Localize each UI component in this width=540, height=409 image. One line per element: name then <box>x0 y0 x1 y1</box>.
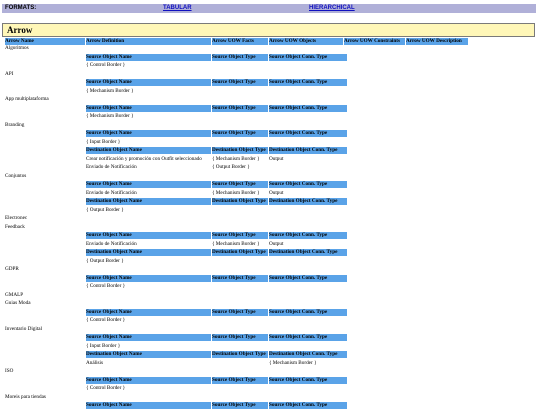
destination-header: Destination Object Conn. Type <box>269 147 347 154</box>
table-cell: { Mechanism Border } <box>212 156 260 162</box>
destination-header: Destination Object Name <box>86 198 211 205</box>
arrow-name: Feedback <box>5 224 25 230</box>
destination-header: Destination Object Type <box>212 147 268 154</box>
table-cell: Análisis <box>86 360 104 366</box>
source-header: Source Object Name <box>86 105 211 112</box>
table-cell: { Control Border } <box>86 62 126 68</box>
table-cell: Output <box>269 241 284 247</box>
destination-header: Destination Object Name <box>86 351 211 358</box>
table-cell: Output <box>269 156 284 162</box>
destination-header: Destination Object Name <box>86 249 211 256</box>
formats-bar <box>2 4 536 13</box>
source-header: Source Object Type <box>212 181 268 188</box>
table-cell: { Mechanism Border } <box>86 113 134 119</box>
column-header: Arrow UOW Facts <box>212 38 268 45</box>
source-header: Source Object Name <box>86 402 211 409</box>
table-cell: Enviado de Notificación <box>86 164 137 170</box>
source-header: Source Object Type <box>212 309 268 316</box>
arrow-name: Branding <box>5 122 25 128</box>
destination-header: Destination Object Conn. Type <box>269 351 347 358</box>
source-header: Source Object Conn. Type <box>269 130 347 137</box>
table-cell: { Input Border } <box>86 139 121 145</box>
column-header: Arrow Definition <box>86 38 211 45</box>
arrow-name: GMALP <box>5 292 24 298</box>
source-header: Source Object Conn. Type <box>269 79 347 86</box>
arrow-name: Conjuntos <box>5 173 27 179</box>
source-header: Source Object Name <box>86 54 211 61</box>
arrow-name: Guias Moda <box>5 300 31 306</box>
destination-header: Destination Object Type <box>212 249 268 256</box>
arrow-name: API <box>5 71 14 77</box>
arrow-name: ISO <box>5 368 14 374</box>
arrow-name: Moreis para tiendas <box>5 394 46 400</box>
hierarchical-link[interactable]: HIERARCHICAL <box>309 5 355 11</box>
source-header: Source Object Conn. Type <box>269 54 347 61</box>
tabular-link[interactable]: TABULAR <box>163 5 192 11</box>
source-header: Source Object Type <box>212 334 268 341</box>
source-header: Source Object Conn. Type <box>269 334 347 341</box>
source-header: Source Object Name <box>86 130 211 137</box>
column-header: Arrow Name <box>5 38 85 45</box>
arrow-name: App multiplataforma <box>5 96 49 102</box>
table-cell: Enviado de Notificación <box>86 190 137 196</box>
table-cell: { Output Border } <box>86 258 124 264</box>
source-header: Source Object Conn. Type <box>269 232 347 239</box>
table-cell: { Output Border } <box>86 207 124 213</box>
source-header: Source Object Type <box>212 377 268 384</box>
arrow-name: Electronec <box>5 215 28 221</box>
source-header: Source Object Conn. Type <box>269 275 347 282</box>
source-header: Source Object Name <box>86 181 211 188</box>
arrow-name: Inventario Digital <box>5 326 43 332</box>
source-header: Source Object Name <box>86 309 211 316</box>
table-cell: { Control Border } <box>86 385 126 391</box>
source-header: Source Object Type <box>212 79 268 86</box>
table-cell: { Control Border } <box>86 317 126 323</box>
source-header: Source Object Name <box>86 275 211 282</box>
formats-label: FORMATS: <box>5 5 37 11</box>
source-header: Source Object Conn. Type <box>269 181 347 188</box>
table-cell: { Mechanism Border } <box>86 88 134 94</box>
source-header: Source Object Type <box>212 402 268 409</box>
column-header: Arrow UOW Description <box>406 38 468 45</box>
column-header: Arrow UOW Constraints <box>344 38 405 45</box>
table-cell: { Mechanism Border } <box>269 360 317 366</box>
column-header: Arrow UOW Objects <box>269 38 343 45</box>
page-title: Arrow <box>7 25 33 35</box>
table-cell: { Control Border } <box>86 283 126 289</box>
table-cell: { Output Border } <box>212 164 250 170</box>
table-cell: Enviado de Notificación <box>86 241 137 247</box>
source-header: Source Object Type <box>212 54 268 61</box>
table-cell: Output <box>269 190 284 196</box>
arrow-name: Algoritmos <box>5 45 29 51</box>
arrow-name: GDPR <box>5 266 19 272</box>
table-cell: { Mechanism Border } <box>212 241 260 247</box>
source-header: Source Object Name <box>86 334 211 341</box>
source-header: Source Object Conn. Type <box>269 377 347 384</box>
destination-header: Destination Object Name <box>86 147 211 154</box>
page-title-box <box>2 23 535 37</box>
source-header: Source Object Type <box>212 105 268 112</box>
destination-header: Destination Object Conn. Type <box>269 249 347 256</box>
source-header: Source Object Conn. Type <box>269 402 347 409</box>
table-cell: { Mechanism Border } <box>212 190 260 196</box>
source-header: Source Object Conn. Type <box>269 309 347 316</box>
source-header: Source Object Conn. Type <box>269 105 347 112</box>
table-cell: { Input Border } <box>86 343 121 349</box>
source-header: Source Object Type <box>212 275 268 282</box>
destination-header: Destination Object Conn. Type <box>269 198 347 205</box>
table-cell: Crear notificación y promoción con Outfit seleccionado <box>86 156 202 162</box>
source-header: Source Object Type <box>212 130 268 137</box>
destination-header: Destination Object Type <box>212 198 268 205</box>
source-header: Source Object Type <box>212 232 268 239</box>
source-header: Source Object Name <box>86 232 211 239</box>
source-header: Source Object Name <box>86 377 211 384</box>
source-header: Source Object Name <box>86 79 211 86</box>
destination-header: Destination Object Type <box>212 351 268 358</box>
